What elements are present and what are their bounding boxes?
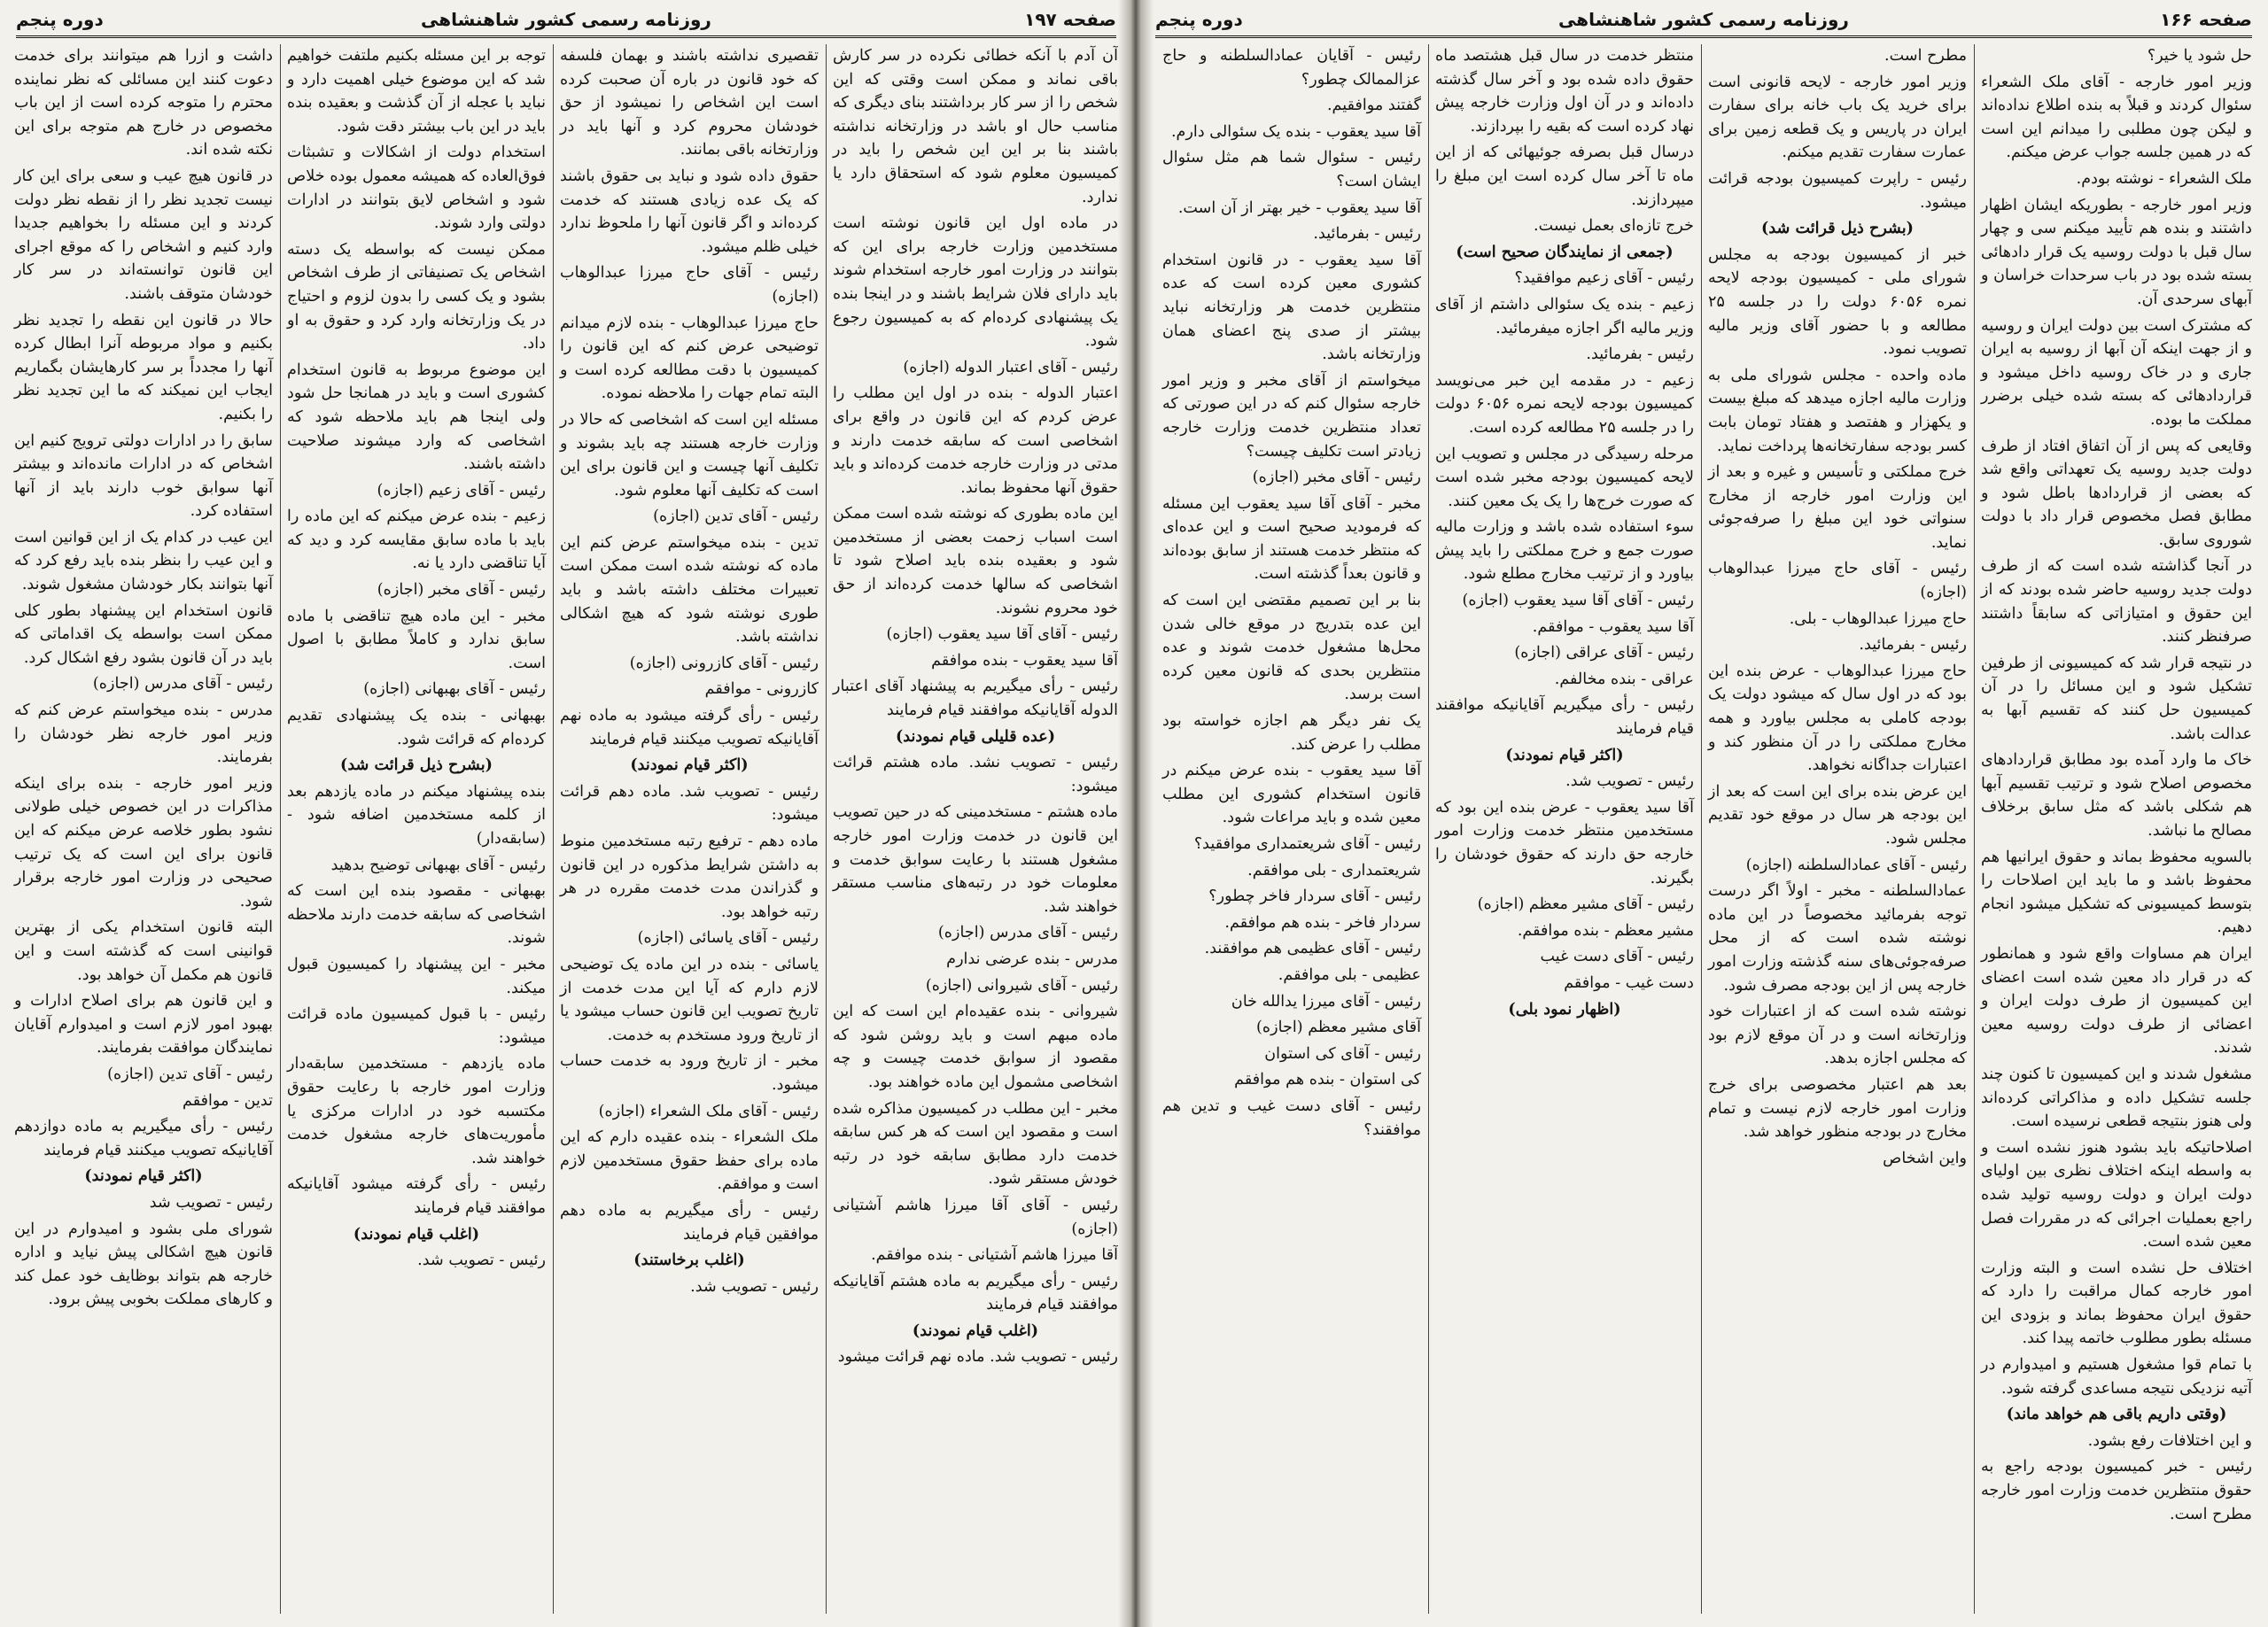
article-paragraph: خرج تازه‌ای بعمل نیست. — [1534, 217, 1694, 236]
article-paragraph: رئیس - آقای شیروانی (اجازه) — [925, 976, 1118, 995]
article-paragraph: رئیس - بفرمائید. — [1313, 225, 1421, 244]
article-paragraph: آقا سید یعقوب - بنده عرض میکنم در قانون استخدام کشوری این مطلب معین شده و باید مراعات شود. — [1162, 762, 1421, 827]
article-paragraph: آقا سید یعقوب - در قانون استخدام کشوری معین کرده است که عده منتظرین خدمت هر وزارتخانه نباید بیشتر از صدی پنج اعضای همان وزارتخانه باشد. — [1162, 251, 1421, 364]
article-paragraph: آقا سید یعقوب - خیر بهتر از آن است. — [1177, 198, 1421, 217]
header-title: روزنامه رسمی کشور شاهنشاهی — [1558, 9, 1849, 30]
article-paragraph: بنده پیشنهاد میکنم در ماده یازدهم بعد از کلمه مستخدمین اضافه شود - (سابقه‌دار) — [287, 782, 546, 848]
text-column — [1432, 44, 1697, 1614]
article-paragraph: کی استوان - بنده هم موافقم — [1234, 1071, 1421, 1089]
header-rule — [16, 35, 1116, 38]
article-paragraph: بالسویه محفوظ بماند و حقوق ایرانیها هم محفوظ باشد و ما باید این اصلاحات را بتوسط کمیسیونی که تشکیل میشود انجام دهیم. — [1981, 848, 2252, 937]
article-paragraph: منتظر خدمت در سال قبل هشتصد ماه حقوق داده شده بود و آخر سال گذشته داده‌اند و در آن اول وزارت خارجه پیش نهاد کرده است که بقیه را بپردازند. — [1435, 47, 1694, 136]
article-paragraph: زعیم - بنده عرض میکنم که این ماده را باید با ماده سابق مقایسه کرد و دید که آیا تناقضی دارد یا نه. — [287, 507, 546, 573]
article-paragraph: شریعتمداری - بلی موافقم. — [1247, 861, 1421, 879]
article-paragraph: (اکثر قیام نمودند) — [84, 1166, 203, 1186]
article-paragraph: حقوق داده شود و نباید بی حقوق باشند که یک عده زیادی هستند که خدمت کرده‌اند و اگر قانون آنها را ملحوظ ندارد خیلی ظلم میشود. — [560, 167, 819, 256]
article-paragraph: رئیس - آقای دست غیب — [1540, 948, 1694, 966]
article-paragraph: حاج میرزا عبدالوهاب - بلی. — [1789, 609, 1967, 628]
article-paragraph: رئیس - تصویب شد. ماده نهم قرائت میشود — [837, 1348, 1118, 1367]
article-paragraph: مخبر - از تاریخ ورود به خدمت حساب میشود. — [560, 1052, 819, 1094]
article-paragraph: رئیس - راپرت کمیسیون بودجه قرائت میشود. — [1708, 169, 1967, 212]
article-paragraph: گفتند موافقیم. — [1326, 97, 1421, 115]
article-paragraph: ماده هشتم - مستخدمینی که در حین تصویب این قانون در خدمت وزارت امور خارجه مشغول هستند با رعایت سوابق خدمت و معلومات خود در رتبه‌های مناسب مستقر خواهند شد. — [833, 803, 1118, 916]
article-paragraph: رئیس - خبر کمیسیون بودجه راجع به حقوق منتظرین خدمت وزارت امور خارجه مطرح است. — [1981, 1458, 2252, 1523]
article-paragraph: رئیس - آقای حاج میرزا عبدالوهاب (اجازه) — [1708, 560, 1967, 602]
article-paragraph: ماده واحده - مجلس شورای ملی به وزارت مالیه اجازه میدهد که مبلغ بیست و یکهزار و هفتصد و هفتاد تومان بابت کسر بودجه سفارتخانه‌ها پرداخت نماید. — [1708, 366, 1967, 455]
article-paragraph: رئیس - رأی میگیریم به ماده هشتم آقایانیکه موافقند قیام فرمایند — [833, 1272, 1118, 1314]
header-title: روزنامه رسمی کشور شاهنشاهی — [421, 9, 711, 30]
article-paragraph: یاسائی - بنده در این ماده یک توضیحی لازم دارم که آیا این مدت خدمت از تاریخ تصویب این قانون حساب میشود یا از تاریخ ورود مستخدم به خدمت. — [560, 955, 819, 1044]
article-paragraph: در قانون هیچ عیب و سعی برای این کار نیست تجدید نظر را از نقطه نظر دولت کردند و این مسئله را بخواهیم جدیدا وارد کنیم و اشخاص را که موقع اجرای این قانون توانسته‌اند در سر کار خودشان متوقف باشند. — [14, 167, 273, 303]
article-paragraph: مخبر - آقای آقا سید یعقوب این مسئله که فرمودید صحیح است و این عده‌ای که منتظر خدمت هستند از سابق بوده‌اند و قانون بعداً گذشته است. — [1162, 494, 1421, 584]
article-paragraph: بهبهانی - بنده یک پیشنهادی تقدیم کرده‌ام که قرائت شود. — [287, 707, 546, 748]
article-paragraph: تدین - موافقم — [183, 1091, 273, 1110]
article-paragraph: که مشترک است بین دولت ایران و روسیه و از جهت اینکه آن آبها از روسیه به ایران جاری و در خاک روسیه داخل میشود و قراردادهائی که بسته شده خیلی برضرر مملکت ما بوده. — [1981, 316, 2252, 429]
article-paragraph: آقا میرزا هاشم آشتیانی - بنده موافقم. — [871, 1246, 1118, 1265]
article-paragraph: (بشرح ذیل قرائت شد) — [1761, 219, 1914, 238]
article-paragraph: رئیس - آقای اعتبار الدوله (اجازه) — [903, 358, 1118, 376]
article-paragraph: خاک ما وارد آمده بود مطابق قراردادهای مخصوص اصلاح شود و ترتیب تقسیم آبها هم شکلی باشد که مثل سابق برخلاف مصالح ما نباشد. — [1981, 751, 2252, 840]
article-paragraph: (بشرح ذیل قرائت شد) — [340, 755, 493, 775]
article-paragraph: بهبهانی - مقصود بنده این است که اشخاصی که سابقه خدمت دارند ملاحظه شوند. — [287, 882, 546, 948]
article-paragraph: رئیس - آقای تدین (اجازه) — [107, 1065, 273, 1083]
article-paragraph: بعد هم اعتبار مخصوصی برای خرج وزارت امور خارجه لازم نیست و تمام مخارج در بودجه منظور خواهد شد. — [1708, 1075, 1967, 1142]
article-paragraph: رئیس - سئوال شما هم مثل سئوال ایشان است؟ — [1162, 149, 1421, 190]
article-paragraph: این عرض بنده برای این است که بعد از این بودجه هر سال در موقع خود تقدیم مجلس شود. — [1708, 782, 1967, 848]
article-paragraph: (اکثر قیام نمودند) — [1505, 745, 1624, 764]
newspaper-page-left — [0, 0, 1132, 1627]
article-paragraph: رئیس - تصویب شد. — [690, 1277, 819, 1296]
article-paragraph: استخدام دولت از اشکالات و تشبثات فوق‌العاده که همیشه معمول بوده خلاص شود و اشخاص لایق بتوانند در ادارات دولتی وارد شوند. — [287, 143, 546, 233]
article-paragraph: رئیس - آقای مخبر (اجازه) — [1252, 469, 1421, 487]
article-paragraph: آن آدم با آنکه خطائی نکرده در سر کارش باقی نماند و ممکن است وقتی که این شخص را از سر کار برداشتند بنای دیگری که مناسب حال او باشد در وزارتخانه نداشته باشند بنا بر این این شخص را باید در کمیسیون معلوم شود که استحقاق دارد یا ندارد. — [833, 47, 1118, 206]
text-column — [1705, 44, 1970, 1614]
article-paragraph: ماده یازدهم - مستخدمین سابقه‌دار وزارت امور خارجه با رعایت حقوق مکتسبه خود در ادارات مرکزی یا مأموریت‌های خارجه مشغول خدمت خواهند شد. — [287, 1055, 546, 1167]
article-paragraph: رئیس - تصویب شد — [149, 1193, 273, 1212]
article-paragraph: در نتیجه قرار شد که کمیسیونی از طرفین تشکیل شود و این مسائل را در آن کمیسیون حل کنند که تقسیم آبها به عدالت باشد. — [1981, 654, 2252, 743]
article-paragraph: اختلاف حل نشده است و البته وزارت امور خارجه کمال مراقبت را دارد که حقوق ایران محفوظ بماند و بزودی این مسئله بطور مطلوب خاتمه پیدا کند. — [1981, 1259, 2252, 1348]
article-paragraph: میخواستم از آقای مخبر و وزیر امور خارجه سئوال کنم که در این صورتی که تعداد منتظرین خدمت وزارت خارجه زیادتر است تکلیف چیست؟ — [1162, 371, 1421, 461]
article-paragraph: تقصیری نداشته باشند و بهمان فلسفه که خود قانون در باره آن صحبت کرده است این اشخاص را نمیشود از حق خودشان محروم کرد و آنها باید در وزارتخانه باقی بمانند. — [560, 47, 819, 159]
article-paragraph: رئیس - تصویب شد. — [417, 1251, 546, 1270]
page-header-right — [1155, 5, 2252, 32]
article-paragraph: رئیس - آقایان عمادالسلطنه و حاج عزالممالک چطور؟ — [1162, 47, 1421, 89]
article-paragraph: رئیس - آقای زعیم (اجازه) — [377, 481, 546, 500]
article-paragraph: کازرونی - موافقم — [704, 680, 819, 699]
column-divider — [1701, 44, 1702, 1614]
column-divider — [280, 44, 281, 1614]
article-paragraph: وزیر امور خارجه - بنده برای اینکه مذاکرات در این خصوص خیلی طولانی نشود بطور خلاصه عرض میکنم که این قانون برای این است که یک ترتیب صحیحی در وزارت امور خارجه برقرار شود. — [14, 774, 273, 910]
article-paragraph: آقای مشیر معظم (اجازه) — [1256, 1019, 1421, 1037]
article-paragraph: اصلاحاتیکه باید بشود هنوز نشده است و به واسطه اینکه اختلاف نظری بین اولیای دولت ایران و دولت روسیه تولید شده راجع بعملیات اجرائی که در مقررات فصل معین شده است. — [1981, 1138, 2252, 1251]
column-divider — [1974, 44, 1975, 1614]
article-paragraph: رئیس - تصویب شد. — [1565, 772, 1694, 791]
article-paragraph: رئیس - آقای آقا سید یعقوب (اجازه) — [1462, 592, 1694, 610]
article-paragraph: شورای ملی بشود و امیدوارم در این قانون هیچ اشکالی پیش نیاید و اداره خارجه هم بتواند بوظایف خود عمل کند و کارهای مملکت بخوبی پیش برود. — [14, 1220, 273, 1309]
article-paragraph: حاج میرزا عبدالوهاب - عرض بنده این بود که در اول سال که میشود دولت یک بودجه کاملی به مجلس بیاورد و همه مخارج مملکتی را در آن منظور کند و اعتبارات جداگانه نخواهد. — [1708, 662, 1967, 775]
article-paragraph: وقایعی که پس از آن اتفاق افتاد از طرف دولت جدید روسیه یک تعهداتی واقع شد که بعضی از قراردادها باطل شود و مطابق فصل مخصوص قرار داد با دولت شوروی سابق. — [1981, 437, 2252, 549]
article-paragraph: رئیس - آقای میرزا یدالله خان — [1231, 992, 1421, 1011]
article-paragraph: وزیر امور خارجه - بطوریکه ایشان اظهار داشتند و بنده هم تأیید میکنم سی و چهار سال قبل با دولت روسیه یک قرار دادهائی بسته شده بود در باب سرحدات خراسان و آبهای سرحدی آن. — [1981, 196, 2252, 308]
article-paragraph: واین اشخاص — [1883, 1149, 1967, 1167]
article-paragraph: رئیس - آقای دست غیب و تدین هم موافقند؟ — [1162, 1096, 1421, 1139]
article-paragraph: حالا در قانون این نقطه را تجدید نظر بکنیم و مواد مربوطه آنرا ابطال کرده آنها را مجدداً بر سر کارهایشان بگماریم ایجاب این نمیکند که ما این تجدید نظر را بکنیم. — [14, 311, 273, 423]
article-paragraph: این ماده بطوری که نوشته شده است ممکن است اسباب زحمت بعضی از مستخدمین شود و بعقیده بنده باید اصلاح شود تا اشخاصی که سالها خدمت کرده‌اند از حق خود محروم نشوند. — [833, 505, 1118, 617]
article-paragraph: رئیس - آقای مدرس (اجازه) — [92, 675, 273, 693]
article-paragraph: (جمعی از نمایندگان صحیح است) — [1456, 242, 1674, 261]
article-paragraph: توجه بر این مسئله بکنیم ملتفت خواهیم شد که این موضوع خیلی اهمیت دارد و نباید با عجله از آن گذشت و بعقیده بنده باید در این باب بیشتر دقت شود. — [287, 47, 546, 136]
article-paragraph: مخبر - این پیشنهاد را کمیسیون قبول میکند. — [287, 955, 546, 997]
article-paragraph: رئیس - رأی میگیریم آقایانیکه موافقند قیام فرمایند — [1435, 696, 1694, 739]
article-paragraph: آقا سید یعقوب - بنده یک سئوالی دارم. — [1170, 122, 1421, 141]
article-paragraph: رئیس - آقای کازرونی (اجازه) — [629, 654, 819, 672]
article-paragraph: خبر از کمیسیون بودجه به مجلس شورای ملی - کمیسیون بودجه لایحه نمره ۶۰۵۶ دولت را در جلسه ۲۵ مطالعه و با حضور آقای وزیر مالیه تصویب نمود. — [1708, 245, 1967, 359]
article-paragraph: این موضوع مربوط به قانون استخدام کشوری است و باید در همانجا حل شود ولی اینجا هم باید ملاحظه شود که اشخاصی که وارد میشوند صلاحیت داشته باشند. — [287, 360, 546, 474]
article-paragraph: رئیس - آقای کی استوان — [1264, 1044, 1421, 1063]
article-paragraph: وزیر امور خارجه - آقای ملک الشعراء سئوال کردند و قبلاً به بنده اطلاع نداده‌اند و لیکن چون مطلبی را میدانم این است که در همین جلسه جواب عرض میکنم. — [1981, 73, 2252, 162]
article-paragraph: زعیم - در مقدمه این خبر می‌نویسد کمیسیون بودجه لایحه نمره ۶۰۵۶ دولت را در جلسه ۲۵ مطالعه کرده است. — [1435, 371, 1695, 437]
column-divider — [826, 44, 827, 1614]
article-paragraph: تدین - بنده میخواستم عرض کنم این ماده که نوشته شده است ممکن است تعبیرات مختلف داشته باشد و باید طوری نوشته شود که هیچ اشکالی نداشته باشد. — [560, 533, 819, 647]
article-paragraph: مدرس - بنده میخواستم عرض کنم که وزیر امور خارجه نظر خودشان را بفرمایند. — [14, 701, 273, 767]
article-paragraph: حاج میرزا عبدالوهاب - بنده لازم میدانم توضیحی عرض کنم که این قانون را کمیسیون با دقت مطالعه کرده است و البته تمام جهات را ملاحظه نموده. — [560, 314, 819, 403]
article-paragraph: رئیس - آقای مخبر (اجازه) — [377, 581, 546, 600]
article-paragraph: این عیب در کدام یک از این قوانین است و این عیب را بنظر بنده باید رفع کرد که آنها بتوانند بکار خودشان مشغول شوند. — [14, 528, 273, 594]
article-paragraph: زعیم - بنده یک سئوالی داشتم از آقای وزیر مالیه اگر اجازه میفرمائید. — [1435, 295, 1694, 337]
article-paragraph: رئیس - آقای ملک الشعراء (اجازه) — [598, 1102, 819, 1120]
article-paragraph: رئیس - تصویب شد. ماده دهم قرائت میشود: — [560, 782, 819, 825]
article-paragraph: رئیس - رأی میگیریم به پیشنهاد آقای اعتبار الدوله آقایانیکه موافقند قیام فرمایند — [833, 678, 1118, 720]
article-paragraph: خرج مملکتی و تأسیس و غیره و بعد از این وزارت امور خارجه از مخارج سنواتی خود این مبلغ را صرفه‌جوئی نماید. — [1708, 463, 1967, 552]
article-paragraph: رئیس - تصویب نشد. ماده هشتم قرائت میشود: — [833, 754, 1118, 795]
article-paragraph: عمادالسلطنه - مخبر - اولاً اگر درست توجه بفرمائید مخصوصاً در این ماده نوشته شده است که از محل صرفه‌جوئی‌های سنه گذشته وزارت امور خارجه پس از این بودجه مصرف شود. — [1708, 882, 1967, 995]
article-paragraph: بنا بر این تصمیم مقتضی این است که این عده بتدریج در موقع خالی شدن محل‌ها مشغول خدمت شوند و عده منتظرین بحدی که قانون معین کرده است برسد. — [1162, 592, 1421, 704]
article-paragraph: رئیس - آقای مشیر معظم (اجازه) — [1477, 895, 1694, 914]
article-paragraph: در آنجا گذاشته شده است که از طرف دولت جدید روسیه حاضر شده بودند که از این حقوق و امتیازاتی که سابقاً داشتند صرفنظر کنند. — [1981, 557, 2252, 647]
article-paragraph: اعتبار الدوله - بنده در اول این مطلب را عرض کردم که این قانون در واقع برای اشخاصی است که سابقه خدمت دارند و مدتی در وزارت خارجه خدمت کرده‌اند و باید حقوق آنها محفوظ بماند. — [833, 384, 1118, 497]
article-paragraph: با تمام قوا مشغول هستیم و امیدوارم در آتیه نزدیکی نتیجه مساعدی گرفته شود. — [1981, 1356, 2252, 1398]
article-paragraph: داشت و ازرا هم میتوانند برای خدمت دعوت کنند این مسائلی که نظر نماینده محترم را متوجه کرده است از این باب مخصوص در خارج هم متوجه برای این نکته شده اند. — [14, 47, 273, 159]
article-paragraph: و این قانون هم برای اصلاح ادارات و بهبود امور لازم است و امیدوارم آقایان نمایندگان موافقت بفرمایند. — [14, 992, 273, 1058]
article-paragraph: رئیس - آقای شریعتمداری موافقید؟ — [1193, 835, 1421, 853]
header-page-label: صفحه ۱۶۶ — [2160, 9, 2252, 30]
text-column — [556, 44, 822, 1614]
article-paragraph: مطرح است. — [1884, 47, 1967, 65]
article-paragraph: سابق را در ادارات دولتی ترویج کنیم این اشخاص که در ادارات مانده‌اند و بیشتر آنها سوابق خوب دارند باید از آنها استفاده کرد. — [14, 431, 273, 521]
article-paragraph: یک نفر دیگر هم اجازه خواسته بود مطلب را عرض کند. — [1162, 712, 1421, 754]
article-paragraph: رئیس - با قبول کمیسیون ماده قرائت میشود: — [287, 1005, 546, 1047]
article-paragraph: ملک الشعراء - بنده عقیده دارم که این ماده برای حفظ حقوق مستخدمین لازم است و موافقم. — [560, 1128, 819, 1194]
article-paragraph: (اکثر قیام نمودند) — [630, 755, 749, 775]
article-paragraph: مخبر - این ماده هیچ تناقضی با ماده سابق ندارد و کاملاً مطابق با اصول است. — [287, 607, 546, 672]
article-paragraph: رئیس - رأی گرفته میشود آقایانیکه موافقند قیام فرمایند — [287, 1175, 546, 1217]
article-paragraph: رئیس - رأی میگیریم به ماده دهم موافقین قیام فرمایند — [560, 1201, 819, 1243]
article-paragraph: رئیس - آقای بهبهانی (اجازه) — [363, 680, 546, 699]
article-paragraph: دست غیب - موافقم — [1564, 973, 1694, 992]
article-paragraph: رئیس - آقای عراقی (اجازه) — [1514, 644, 1694, 662]
article-paragraph: رئیس - رأی گرفته میشود به ماده نهم آقایانیکه تصویب میکنند قیام فرمایند — [560, 707, 819, 748]
article-paragraph: رئیس - آقای عمادالسلطنه (اجازه) — [1745, 856, 1967, 874]
article-paragraph: رئیس - آقای بهبهانی توضیح بدهید — [330, 856, 546, 874]
article-paragraph: در ماده اول این قانون نوشته است مستخدمین وزارت خارجه برای این که بتوانند در وزارت امور خارجه استخدام شوند باید دارای فلان شرایط باشند و در اینجا بنده یک پیشنهادی کرده‌ام که به کمیسیون رجوع شود. — [833, 214, 1118, 351]
header-term: دوره پنجم — [16, 9, 104, 30]
article-paragraph: رئیس - بفرمائید. — [1586, 345, 1694, 364]
article-paragraph: وزیر امور خارجه - لایحه قانونی است برای خرید یک باب خانه برای سفارت ایران در پاریس و یک قطعه زمین برای عمارت سفارت تقدیم میکنم. — [1708, 73, 1967, 162]
column-divider — [553, 44, 554, 1614]
article-paragraph: ممکن نیست که بواسطه یک دسته اشخاص یک تصنیفاتی از طرف اشخاص بشود و یک کسی را بدون لزوم و احتیاج در یک وزارتخانه وارد کرد و حقوق به او داد. — [287, 240, 546, 353]
article-paragraph: رئیس - آقای سردار فاخر چطور؟ — [1208, 887, 1421, 906]
article-paragraph: رئیس - رأی میگیریم به ماده دوازدهم آقایانیکه تصویب میکنند قیام فرمایند — [14, 1118, 273, 1159]
page-gutter — [1118, 0, 1153, 1627]
column-divider — [1428, 44, 1429, 1614]
article-paragraph: مخبر - این مطلب در کمیسیون مذاکره شده است و مقصود این است که هر کس سابقه خدمت دارد مطابق سابقه خود در رتبه خودش مستقر شود. — [833, 1099, 1118, 1189]
article-paragraph: ایران هم مساوات واقع شود و همانطور که در قرار داد معین شده است اعضای این کمیسیون از طرف دولت ایران و اعضائی از طرف دولت روسیه معین شدند. — [1981, 944, 2252, 1058]
article-paragraph: (وقتی داریم باقی هم خواهد ماند) — [2006, 1405, 2227, 1424]
header-page-label: صفحه ۱۹۷ — [1024, 9, 1116, 30]
article-paragraph: (عده قلیلی قیام نمودند) — [895, 726, 1056, 746]
article-paragraph: درسال قبل بصرفه جوئیهائی که از این ماه تا آخر سال کرده است این مبلغ را میپردازند. — [1435, 143, 1694, 209]
article-paragraph: رئیس - آقای مدرس (اجازه) — [937, 924, 1118, 942]
article-paragraph: مرحله رسیدگی در مجلس و تصویب این لایحه کمیسیون بودجه مخبر شده است که صورت خرج‌ها را یک یک معین کنند. — [1435, 445, 1694, 510]
article-paragraph: آقا سید یعقوب - موافقم. — [1532, 617, 1694, 636]
article-paragraph: (اغلب قیام نمودند) — [912, 1321, 1039, 1340]
text-column — [1159, 44, 1425, 1614]
article-paragraph: شیروانی - بنده عقیده‌ام این است که این ماده مبهم است و باید روشن شود که مقصود از سوابق خدمت چیست و چه اشخاصی مشمول این ماده خواهند بود. — [833, 1003, 1118, 1091]
article-paragraph: آقا سید یعقوب - عرض بنده این بود که مستخدمین منتظر خدمت وزارت امور خارجه حق دارند که حقوق خودشان را بگیرند. — [1435, 798, 1694, 887]
article-paragraph: مسئله این است که اشخاصی که حالا در وزارت خارجه هستند چه باید بشوند و تکلیف آنها چیست و این قانون برای این است که تکلیف آنها معلوم شود. — [560, 410, 819, 500]
article-paragraph: رئیس - آقای حاج میرزا عبدالوهاب (اجازه) — [560, 264, 819, 306]
article-paragraph: (اغلب قیام نمودند) — [353, 1224, 480, 1243]
page-header-left — [16, 5, 1116, 32]
newspaper-page-right — [1139, 0, 2268, 1627]
article-paragraph: آقا سید یعقوب - بنده موافقم — [931, 651, 1118, 670]
article-paragraph: رئیس - آقای آقا سید یعقوب (اجازه) — [886, 625, 1118, 644]
article-paragraph: رئیس - آقای زعیم موافقید؟ — [1514, 269, 1694, 288]
article-paragraph: عظیمی - بلی موافقم. — [1278, 965, 1421, 984]
article-paragraph: رئیس - آقای عظیمی هم موافقند. — [1204, 940, 1421, 958]
article-paragraph: سوء استفاده شده باشد و وزارت مالیه صورت جمع و خرج مملکتی را باید پیش بیاورد و از ترتیب مخارج مطلع شود. — [1435, 518, 1694, 584]
article-paragraph: مشغول شدند و این کمیسیون تا کنون چند جلسه تشکیل داده و مذاکراتی کرده‌اند ولی هنوز بنتیجه قطعی نرسیده است. — [1981, 1065, 2252, 1131]
article-paragraph: رئیس - آقای آقا میرزا هاشم آشتیانی (اجازه) — [833, 1196, 1118, 1238]
text-column — [829, 44, 1122, 1614]
article-paragraph: نوشته شده است که از اعتبارات خود وزارتخانه است و در آن موقع لازم بود که مجلس اجازه بدهد. — [1708, 1003, 1967, 1068]
article-paragraph: ملک الشعراء - نوشته بودم. — [2076, 169, 2252, 188]
article-paragraph: ماده دهم - ترفیع رتبه مستخدمین منوط به داشتن شرایط مذکوره در این قانون و گذراندن مدت خدمت مقرره در هر رتبه خواهد بود. — [560, 833, 819, 921]
article-paragraph: سردار فاخر - بنده هم موافقم. — [1224, 913, 1421, 932]
article-paragraph: رئیس - بفرمائید. — [1859, 636, 1967, 655]
article-paragraph: (اغلب برخاستند) — [633, 1251, 745, 1270]
header-rule — [1155, 35, 2252, 38]
article-paragraph: رئیس - آقای تدین (اجازه) — [653, 507, 819, 526]
article-paragraph: رئیس - آقای یاسائی (اجازه) — [637, 929, 819, 948]
article-paragraph: و این اختلافات رفع بشود. — [2087, 1431, 2252, 1450]
article-paragraph: (اظهار نمود بلی) — [1508, 999, 1621, 1019]
text-column — [1977, 44, 2256, 1614]
text-column — [11, 44, 276, 1614]
article-paragraph: مشیر معظم - بنده موافقم. — [1517, 921, 1694, 940]
article-paragraph: حل شود یا خیر؟ — [2147, 47, 2252, 65]
text-column — [284, 44, 549, 1614]
article-paragraph: مدرس - بنده عرضی ندارم — [946, 949, 1118, 968]
header-term: دوره پنجم — [1155, 9, 1243, 30]
article-paragraph: قانون استخدام این پیشنهاد بطور کلی ممکن است بواسطه یک اقداماتی که باید در آن قانون بشود رفع اشکال کرد. — [14, 601, 273, 667]
article-paragraph: البته قانون استخدام یکی از بهترین قوانینی است که گذشته است و این قانون هم مکمل آن خواهد بود. — [14, 918, 273, 984]
article-paragraph: عراقی - بنده مخالفم. — [1554, 670, 1694, 688]
